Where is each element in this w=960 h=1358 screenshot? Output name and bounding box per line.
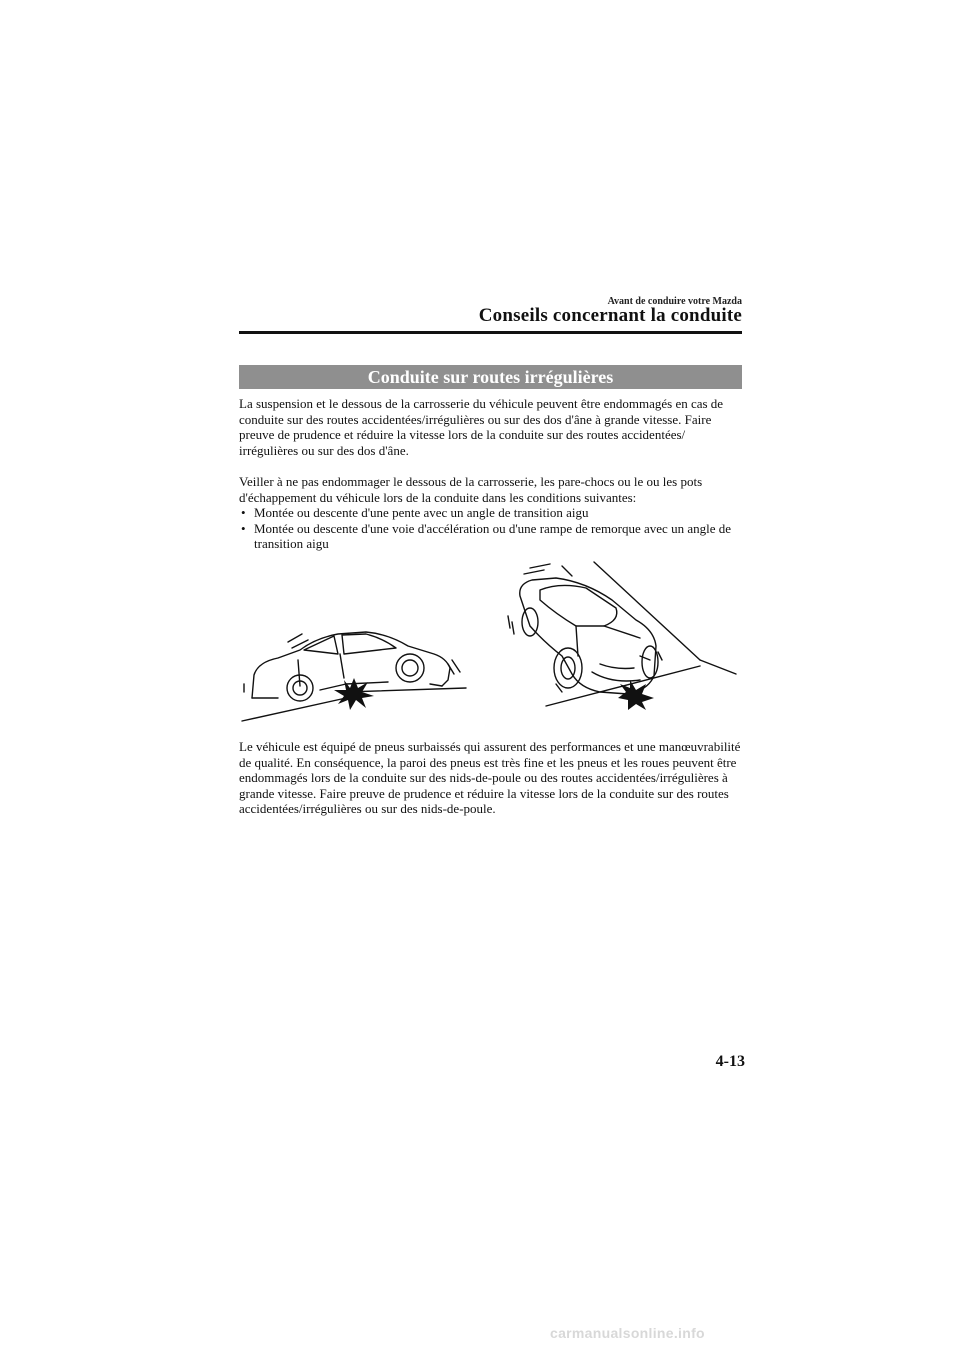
bullet-icon: • bbox=[241, 505, 246, 520]
bullet-item bbox=[239, 505, 745, 521]
header-subtitle: Avant de conduire votre Mazda bbox=[607, 296, 742, 307]
bullet-item bbox=[239, 521, 745, 552]
watermark: carmanualsonline.info bbox=[550, 1325, 705, 1341]
header-title: Conseils concernant la conduite bbox=[478, 305, 742, 326]
header-divider bbox=[239, 331, 742, 334]
paragraph-2: Veiller à ne pas endommager le dessous de la carrosserie, les pare-chocs ou le ou les pots d'échappement du véhicule lors de la conduite dans les conditions suivantes: bbox=[239, 474, 703, 505]
bullet-text: Montée ou descente d'une voie d'accélération ou d'une rampe de remorque avec un angle de transition aigu bbox=[254, 520, 731, 552]
bullet-text: Montée ou descente d'une pente avec un angle de transition aigu bbox=[254, 505, 589, 520]
paragraph-3: Le véhicule est équipé de pneus surbaissés qui assurent des performances et une manœuvrabilité de qualité. En conséquence, la paroi des pneus est très fine et les pneus et les roues peuvent être endommagés lors de la conduite sur des nids-de-poule ou des routes accidentées/irrégulières à grande vitesse. Faire preuve de prudence et réduire la vitesse lors de la conduite sur des routes accidentées/irrégulières ou sur des nids-de-poule. bbox=[239, 739, 741, 817]
paragraph-1: La suspension et le dessous de la carrosserie du véhicule peuvent être endommagés en cas de conduite sur des routes accidentées/irrégulières ou sur des dos d'âne à grande vitesse. Faire preuve de prudence et réduire la vitesse lors de la conduite sur des routes accidentées/ irrégulières ou sur des dos d'âne. bbox=[239, 396, 724, 458]
car-side-slope-impact-icon bbox=[238, 620, 470, 726]
bullet-list bbox=[239, 505, 745, 552]
page-number: 4-13 bbox=[715, 1053, 745, 1070]
section-title: Conduite sur routes irrégulières bbox=[239, 365, 742, 389]
car-ramp-impact-icon bbox=[500, 560, 740, 710]
bullet-icon: • bbox=[241, 520, 246, 536]
